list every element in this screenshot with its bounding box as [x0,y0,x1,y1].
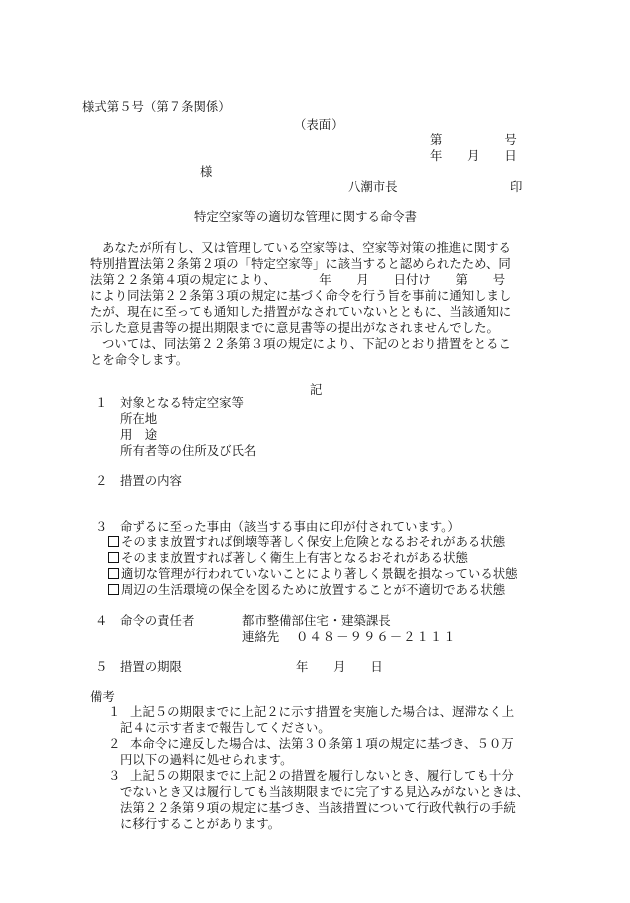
body-line: 示した意見書等の提出期限までに意見書等の提出がなされませんでした。 [90,320,499,335]
checkbox[interactable] [108,552,119,563]
addressee-suffix: 様 [200,164,213,179]
document-title: 特定空家等の適切な管理に関する命令書 [194,209,418,224]
note-3-line: 法第２２条第９項の規定に基づき、当該措置について行政代執行の手続 [120,800,516,815]
section-2-num: ２ [95,473,108,488]
reason-option [108,582,505,598]
note-2-line: 円以下の過料に処せられます。 [120,752,293,767]
body-line: とを命令します。 [90,352,189,367]
checkbox[interactable] [108,584,119,595]
note-1-line: 記４に示す者まで報告してください。 [120,720,331,735]
note-3-line: に移行することがあります。 [120,816,281,831]
section-3-label: 命ずるに至った事由（該当する事由に印が付されています。） [120,519,460,534]
section-1-num: １ [95,395,108,410]
ki-heading: 記 [310,382,323,397]
body-line: ついては、同法第２２条第３項の規定により、下記のとおり措置をとるこ [102,336,511,351]
date-line: 年 月 日 [430,148,517,163]
note-2-num: ２ [108,736,121,751]
reason-text: 適切な管理が行われていないことにより著しく景観を損なっている状態 [121,566,518,581]
section-2-label: 措置の内容 [120,473,182,488]
note-1-line: 上記５の期限までに上記２に示す措置を実施した場合は、遅滞なく上 [130,704,515,719]
form-label: 様式第５号（第７条関係） [82,99,231,114]
section-4-label: 命令の責任者 [120,613,195,628]
body-line: 特別措置法第２条第２項の「特定空家等」に該当すると認められたため、同 [90,256,511,271]
reason-option [108,534,505,550]
reason-option [108,550,468,566]
section-3-num: ３ [95,519,108,534]
body-line: あなたが所有し、又は管理している空家等は、空家等対策の推進に関する [102,240,511,255]
reason-option [108,566,518,582]
note-2-line: 本命令に違反した場合は、法第３０条第１項の規定に基づき、５０万 [130,736,514,751]
checkbox[interactable] [108,536,119,547]
body-line: により同法第２２条第３項の規定に基づく命令を行う旨を事前に通知しまし [90,288,512,303]
reason-text: そのまま放置すれば倒壊等著しく保安上危険となるおそれがある状態 [121,534,506,549]
body-line: 法第２２条第４項の規定により、 年 月 日付け 第 号 [90,272,506,287]
side-label: （表面） [294,117,344,132]
section-4-num: ４ [95,613,108,628]
section-5-num: ５ [95,659,108,674]
section-5-label: 措置の期限 [120,659,182,674]
body-paragraph [90,240,550,368]
notes-heading: 備考 [90,689,115,704]
deadline-date: 年 月 日 [296,659,383,674]
body-line: たが、現在に至っても通知した措置がなされていないとともに、当該通知に [90,304,512,319]
responsible-dept: 都市整備部住宅・建築課長 [242,613,391,628]
location-label: 所在地 [120,411,158,426]
contact-label: 連絡先 [242,629,280,644]
issuer: 八潮市長 [348,179,398,194]
reason-text: そのまま放置すれば著しく衛生上有害となるおそれがある状態 [121,550,468,565]
owner-label: 所有者等の住所及び氏名 [120,443,257,458]
number-line: 第 号 [430,132,517,147]
note-3-num: ３ [108,768,121,783]
usage-label: 用 途 [120,427,158,442]
note-3-line: でないとき又は履行しても当該期限までに完了する見込みがないときは、 [120,784,529,799]
reason-text: 周辺の生活環境の保全を図るために放置することが不適切である状態 [121,582,506,597]
section-1-label: 対象となる特定空家等 [120,395,244,410]
checkbox[interactable] [108,568,119,579]
note-1-num: １ [108,704,121,719]
contact-phone: ０４８－９９６－２１１１ [296,629,457,644]
seal-mark: 印 [510,179,523,194]
note-3-line: 上記５の期限までに上記２の措置を履行しないとき、履行しても十分 [130,768,514,783]
